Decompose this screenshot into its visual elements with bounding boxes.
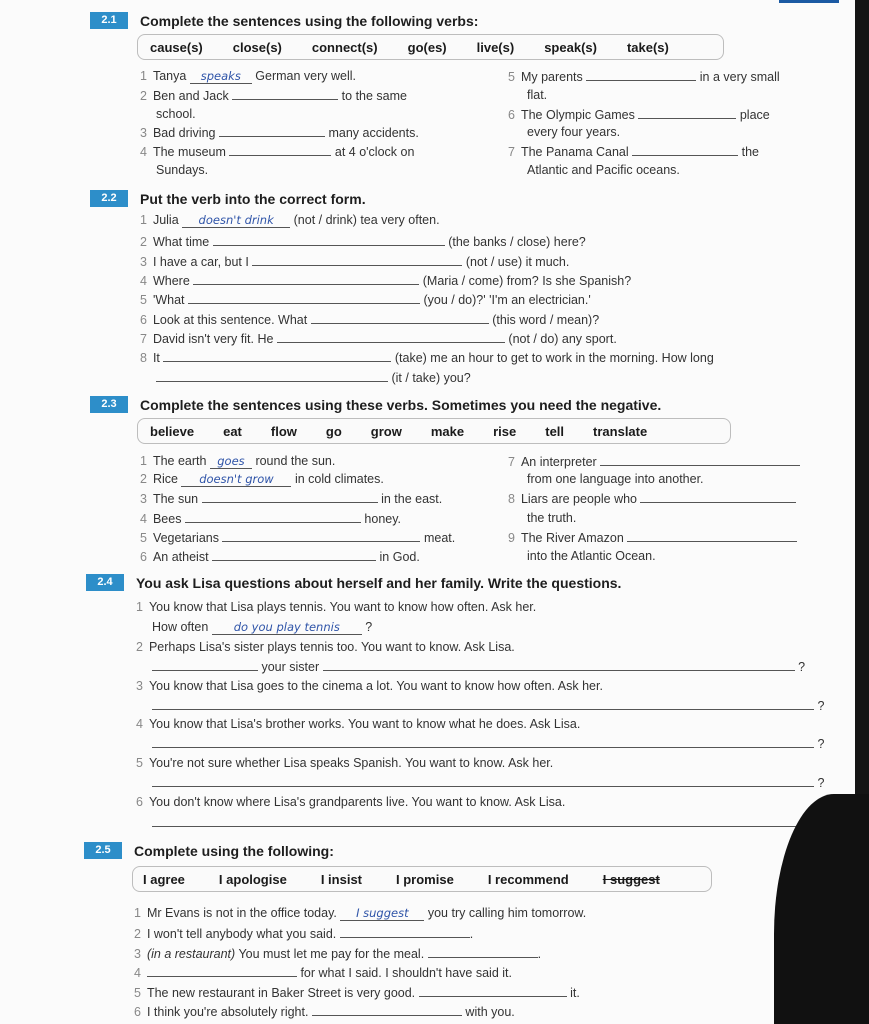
answer-blank[interactable] bbox=[311, 312, 489, 324]
answer-blank[interactable] bbox=[638, 107, 736, 119]
verb-item: take(s) bbox=[626, 39, 669, 55]
answer-blank[interactable] bbox=[252, 254, 462, 266]
exercise-item: 3 Bad driving many accidents. bbox=[140, 126, 419, 140]
section-number: 2.2 bbox=[90, 190, 128, 207]
answer-blank[interactable] bbox=[212, 549, 376, 561]
verb-item: make bbox=[430, 423, 465, 439]
exercise-item: 6 You don't know where Lisa's grandparents live. You want to know. Ask Lisa. bbox=[136, 795, 566, 809]
exercise-continuation: Sundays. bbox=[156, 163, 209, 177]
section-title: Complete the sentences using the following verbs: bbox=[140, 12, 479, 29]
exercise-continuation: into the Atlantic Ocean. bbox=[527, 549, 656, 563]
exercise-continuation: from one language into another. bbox=[527, 472, 704, 486]
verb-item: connect(s) bbox=[311, 39, 378, 55]
exercise-answer-line: ? bbox=[152, 736, 824, 751]
answer-blank[interactable] bbox=[340, 926, 470, 938]
section-number: 2.1 bbox=[90, 12, 128, 29]
verb-item: tell bbox=[545, 423, 565, 439]
section-2-2-header bbox=[90, 190, 366, 207]
verb-item: rise bbox=[493, 423, 517, 439]
verb-box-2-3 bbox=[137, 418, 731, 444]
exercise-item: 7 An interpreter bbox=[508, 454, 800, 469]
exercise-continuation: Atlantic and Pacific oceans. bbox=[527, 163, 680, 177]
verb-item: speak(s) bbox=[544, 39, 597, 55]
exercise-item: 2 Ben and Jack to the same bbox=[140, 89, 407, 103]
phrase-item: I agree bbox=[143, 871, 185, 887]
answer-blank[interactable] bbox=[586, 69, 696, 81]
exercise-item: 5 The new restaurant in Baker Street is very good. it. bbox=[134, 986, 580, 1000]
exercise-item: 7 The Panama Canal the bbox=[508, 145, 760, 159]
exercise-item: 1 The earth goes round the sun. bbox=[140, 454, 336, 468]
answer-blank[interactable] bbox=[428, 946, 538, 958]
exercise-continuation: school. bbox=[156, 107, 196, 121]
exercise-item: 6 An atheist in God. bbox=[140, 550, 420, 564]
exercise-item: 3 (in a restaurant) You must let me pay for the meal. . bbox=[134, 947, 542, 961]
exercise-answer-line: ? bbox=[152, 698, 824, 713]
exercise-item: 4 for what I said. I shouldn't have said it. bbox=[134, 966, 512, 980]
answer-blank[interactable] bbox=[323, 659, 795, 671]
exercise-item: 7 David isn't very fit. He (not / do) any sport. bbox=[140, 332, 617, 346]
answer-blank[interactable] bbox=[202, 491, 378, 503]
phrase-item: I recommend bbox=[487, 871, 569, 887]
answer-blank[interactable] bbox=[185, 511, 361, 523]
answer-blank[interactable] bbox=[229, 144, 331, 156]
exercise-item: 6 The Olympic Games place bbox=[508, 108, 770, 122]
answer-blank[interactable] bbox=[419, 985, 567, 997]
section-2-1-header bbox=[90, 12, 478, 29]
answer-blank[interactable] bbox=[627, 530, 797, 542]
answer-blank[interactable] bbox=[163, 350, 391, 362]
answer-blank[interactable] bbox=[232, 88, 338, 100]
exercise-item: 4 You know that Lisa's brother works. You want to know what he does. Ask Lisa. bbox=[136, 717, 581, 731]
answer-handwritten: goes bbox=[210, 454, 252, 469]
exercise-continuation: flat. bbox=[527, 88, 548, 102]
verb-item: cause(s) bbox=[150, 39, 203, 55]
section-number: 2.4 bbox=[86, 574, 124, 591]
section-title: Complete using the following: bbox=[134, 842, 334, 859]
answer-blank[interactable] bbox=[277, 331, 505, 343]
exercise-item: 2 Rice doesn't grow in cold climates. bbox=[140, 472, 384, 486]
phrase-item: I promise bbox=[396, 871, 454, 887]
answer-blank[interactable] bbox=[632, 144, 738, 156]
exercise-item: 5 My parents in a very small bbox=[508, 70, 780, 84]
section-title: You ask Lisa questions about herself and her family. Write the questions. bbox=[136, 574, 622, 591]
verb-item: flow bbox=[270, 423, 297, 439]
exercise-item: 2 Perhaps Lisa's sister plays tennis too. You want to know. Ask Lisa. bbox=[136, 640, 515, 654]
verb-item: eat bbox=[223, 423, 242, 439]
exercise-item: 2 What time (the banks / close) here? bbox=[140, 235, 586, 249]
top-accent-line bbox=[779, 0, 839, 3]
verb-item: believe bbox=[150, 423, 195, 439]
exercise-continuation: every four years. bbox=[527, 125, 621, 139]
answer-blank[interactable] bbox=[152, 659, 258, 671]
exercise-item: 6 Look at this sentence. What (this word / mean)? bbox=[140, 313, 600, 327]
exercise-item: 1 Tanya speaks German very well. bbox=[140, 69, 357, 83]
verb-box-2-1 bbox=[137, 34, 724, 60]
exercise-answer-line bbox=[152, 815, 824, 830]
section-2-5-header bbox=[84, 842, 334, 859]
exercise-answer-line: How often do you play tennis ? bbox=[152, 620, 373, 634]
answer-handwritten: doesn't drink bbox=[182, 213, 290, 228]
answer-blank[interactable] bbox=[213, 234, 445, 246]
exercise-item: 3 You know that Lisa goes to the cinema a lot. You want to know how often. Ask her. bbox=[136, 679, 603, 693]
exercise-item: 2 I won't tell anybody what you said. . bbox=[134, 927, 474, 941]
answer-handwritten: speaks bbox=[190, 69, 252, 84]
exercise-item: 1 Mr Evans is not in the office today. I suggest you try calling him tomorrow. bbox=[134, 906, 587, 920]
phrase-item-used: I suggest bbox=[602, 871, 660, 887]
answer-blank[interactable] bbox=[152, 775, 814, 787]
verb-item: translate bbox=[593, 423, 648, 439]
answer-blank[interactable] bbox=[152, 815, 814, 827]
answer-blank[interactable] bbox=[152, 698, 814, 710]
verb-item: go(es) bbox=[407, 39, 447, 55]
answer-handwritten: I suggest bbox=[340, 906, 424, 921]
exercise-item: 1 Julia doesn't drink (not / drink) tea very often. bbox=[140, 213, 440, 227]
answer-blank[interactable] bbox=[312, 1004, 462, 1016]
exercise-item: 5 You're not sure whether Lisa speaks Spanish. You want to know. Ask her. bbox=[136, 756, 554, 770]
phrase-box-2-5 bbox=[132, 866, 712, 892]
exercise-item: 8 Liars are people who bbox=[508, 491, 796, 506]
exercise-continuation: the truth. bbox=[527, 511, 577, 525]
exercise-item: 9 The River Amazon bbox=[508, 530, 797, 545]
section-title: Put the verb into the correct form. bbox=[140, 190, 366, 207]
answer-handwritten: doesn't grow bbox=[181, 472, 291, 487]
exercise-item: 3 The sun in the east. bbox=[140, 492, 443, 506]
verb-item: go bbox=[325, 423, 342, 439]
exercise-item: 4 The museum at 4 o'clock on bbox=[140, 145, 415, 159]
verb-item: close(s) bbox=[232, 39, 282, 55]
exercise-item: 1 You know that Lisa plays tennis. You want to know how often. Ask her. bbox=[136, 600, 537, 614]
exercise-item: 5 'What (you / do)?' 'I'm an electrician.' bbox=[140, 293, 591, 307]
section-2-4-header bbox=[86, 574, 621, 591]
phrase-item: I insist bbox=[320, 871, 363, 887]
answer-blank[interactable] bbox=[193, 273, 419, 285]
exercise-answer-line: your sister ? bbox=[152, 659, 805, 674]
answer-handwritten: do you play tennis bbox=[212, 620, 362, 635]
answer-blank[interactable] bbox=[222, 530, 420, 542]
exercise-continuation: (it / take) you? bbox=[156, 370, 471, 385]
exercise-item: 8 It (take) me an hour to get to work in the morning. How long bbox=[140, 351, 714, 365]
exercise-item: 3 I have a car, but I (not / use) it much. bbox=[140, 255, 570, 269]
answer-blank[interactable] bbox=[147, 965, 297, 977]
answer-blank[interactable] bbox=[188, 292, 420, 304]
section-title: Complete the sentences using these verbs. Sometimes you need the negative. bbox=[140, 396, 662, 413]
answer-blank[interactable] bbox=[640, 491, 796, 503]
answer-blank[interactable] bbox=[156, 370, 388, 382]
section-number: 2.5 bbox=[84, 842, 122, 859]
section-2-3-header bbox=[90, 396, 661, 413]
answer-blank[interactable] bbox=[219, 125, 325, 137]
exercise-answer-line: ? bbox=[152, 775, 824, 790]
answer-blank[interactable] bbox=[600, 454, 800, 466]
exercise-item: 6 I think you're absolutely right. with you. bbox=[134, 1005, 515, 1019]
exercise-item: 5 Vegetarians meat. bbox=[140, 531, 456, 545]
section-number: 2.3 bbox=[90, 396, 128, 413]
verb-item: live(s) bbox=[476, 39, 515, 55]
exercise-item: 4 Bees honey. bbox=[140, 512, 402, 526]
exercise-item: 4 Where (Maria / come) from? Is she Spanish? bbox=[140, 274, 632, 288]
phrase-item: I apologise bbox=[218, 871, 287, 887]
verb-item: grow bbox=[370, 423, 402, 439]
answer-blank[interactable] bbox=[152, 736, 814, 748]
